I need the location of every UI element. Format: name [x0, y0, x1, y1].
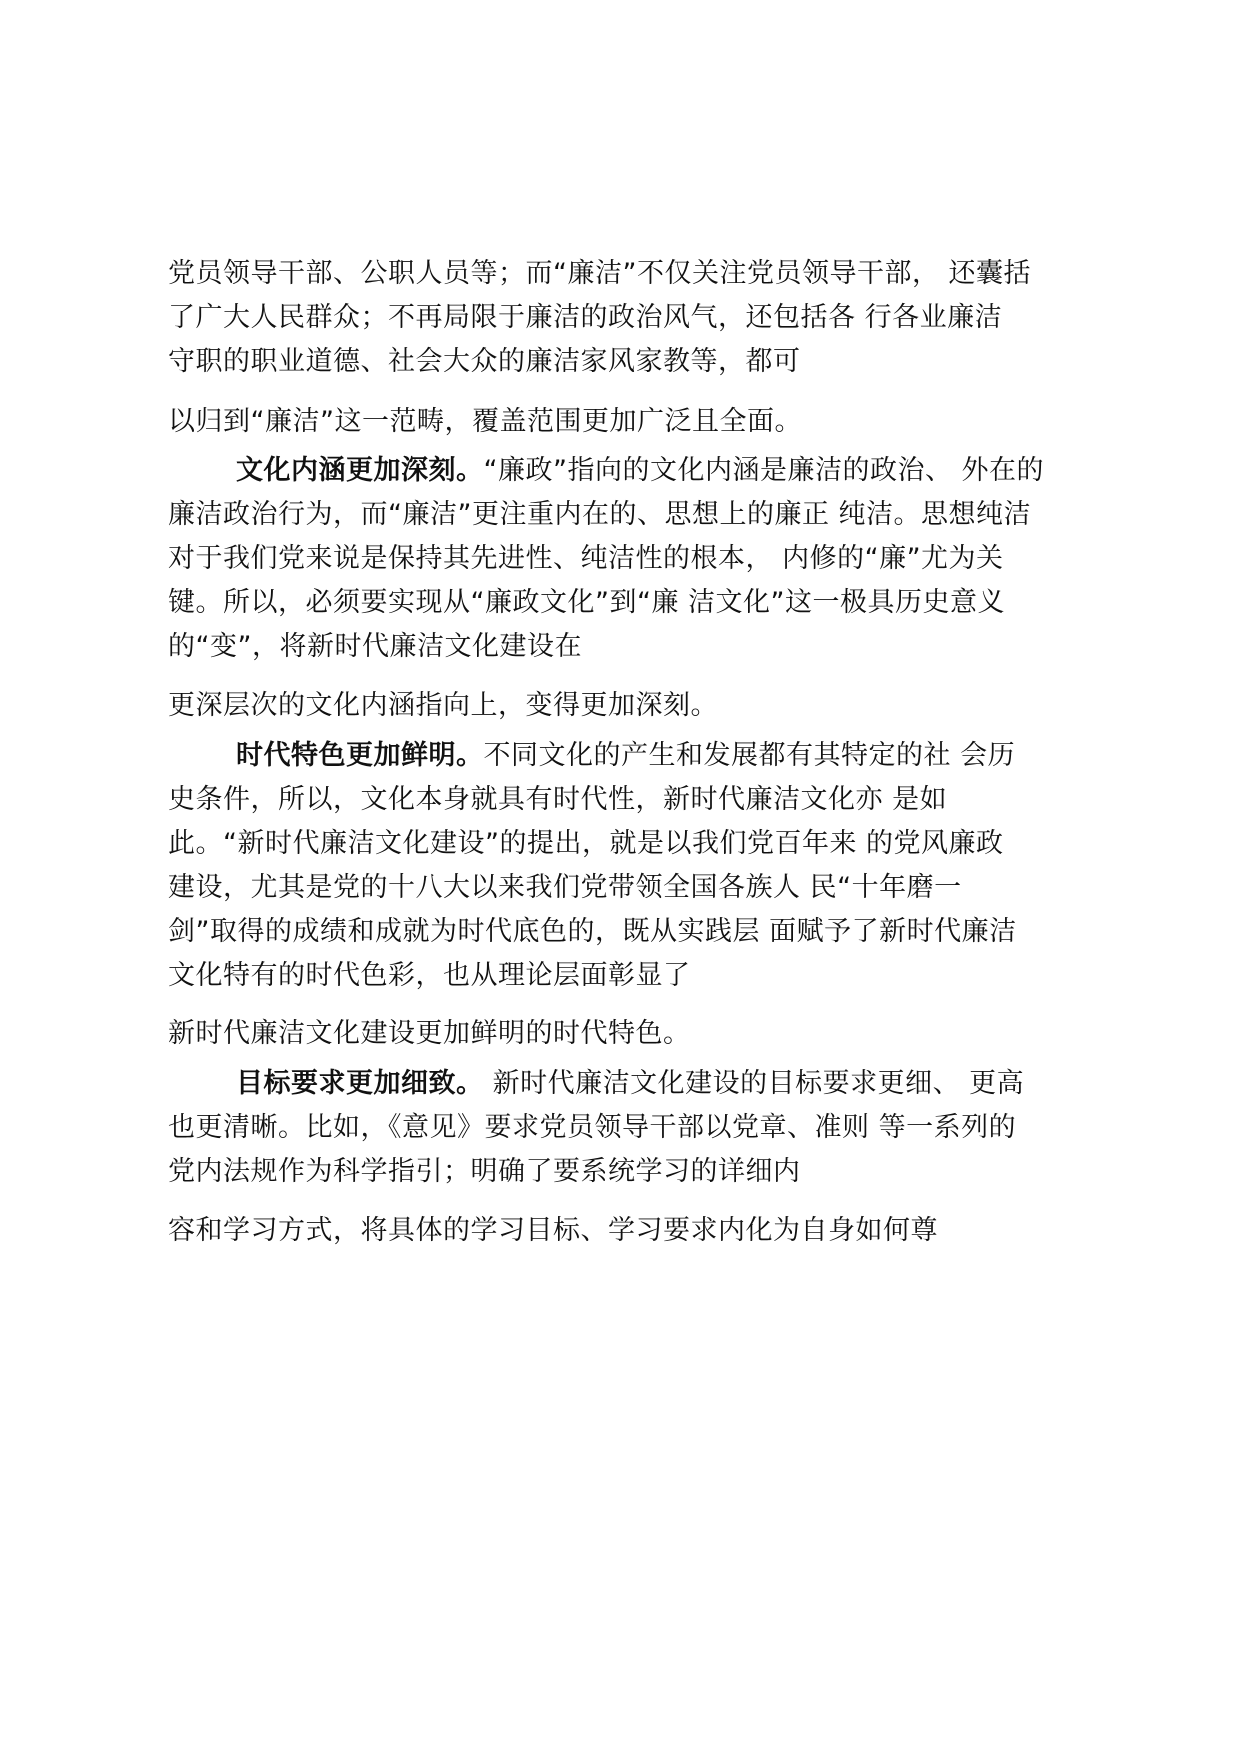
- body-line: 也更清晰。比如，《意见》要求党员领导干部以党章、准则 等一系列的: [168, 1112, 1017, 1143]
- body-text: “廉政”指向的文化内涵是廉洁的政治、 外在的: [483, 455, 1045, 486]
- body-line: 以归到“廉洁”这一范畴，覆盖范围更加广泛且全面。: [168, 406, 802, 437]
- paragraph-line: [236, 738, 1015, 774]
- body-line: 了广大人民群众；不再局限于廉洁的政治风气，还包括各 行各业廉洁: [168, 302, 1003, 333]
- body-line: 建设，尤其是党的十八大以来我们党带领全国各族人 民“十年磨一: [168, 872, 962, 903]
- body-line: 剑”取得的成绩和成就为时代底色的，既从实践层 面赋予了新时代廉洁: [168, 916, 1017, 947]
- body-line: 容和学习方式，将具体的学习目标、学习要求内化为自身如何尊: [168, 1215, 938, 1246]
- body-line: 史条件，所以，文化本身就具有时代性，新时代廉洁文化亦 是如: [168, 784, 948, 815]
- section-heading: 时代特色更加鲜明。: [236, 740, 484, 771]
- body-text: 不同文化的产生和发展都有其特定的社 会历: [483, 740, 1016, 771]
- body-line: 廉洁政治行为，而“廉洁”更注重内在的、思想上的廉正 纯洁。思想纯洁: [168, 499, 1032, 530]
- paragraph-line: [236, 453, 1044, 489]
- body-line: 守职的职业道德、社会大众的廉洁家风家教等，都可: [168, 346, 801, 377]
- body-line: 对于我们党来说是保持其先进性、纯洁性的根本， 内修的“廉”尤为关: [168, 543, 1004, 574]
- body-line: 新时代廉洁文化建设更加鲜明的时代特色。: [168, 1018, 691, 1049]
- body-line: 此。“新时代廉洁文化建设”的提出，就是以我们党百年来 的党风廉政: [168, 828, 1004, 859]
- body-line: 党内法规作为科学指引；明确了要系统学习的详细内: [168, 1156, 801, 1187]
- body-line: 键。所以，必须要实现从“廉政文化”到“廉 洁文化”这一极具历史意义: [168, 587, 1006, 618]
- section-heading: 目标要求更加细致。: [236, 1068, 484, 1099]
- body-line: 文化特有的时代色彩，也从理论层面彰显了: [168, 960, 691, 991]
- body-text: 新时代廉洁文化建设的目标要求更细、 更高: [483, 1068, 1025, 1099]
- section-heading: 文化内涵更加深刻。: [236, 455, 484, 486]
- body-line: 更深层次的文化内涵指向上，变得更加深刻。: [168, 690, 718, 721]
- paragraph-line: [236, 1066, 1024, 1102]
- body-line: 党员领导干部、公职人员等；而“廉洁”不仅关注党员领导干部， 还囊括: [168, 258, 1032, 289]
- body-line: 的“变”，将新时代廉洁文化建设在: [168, 631, 582, 662]
